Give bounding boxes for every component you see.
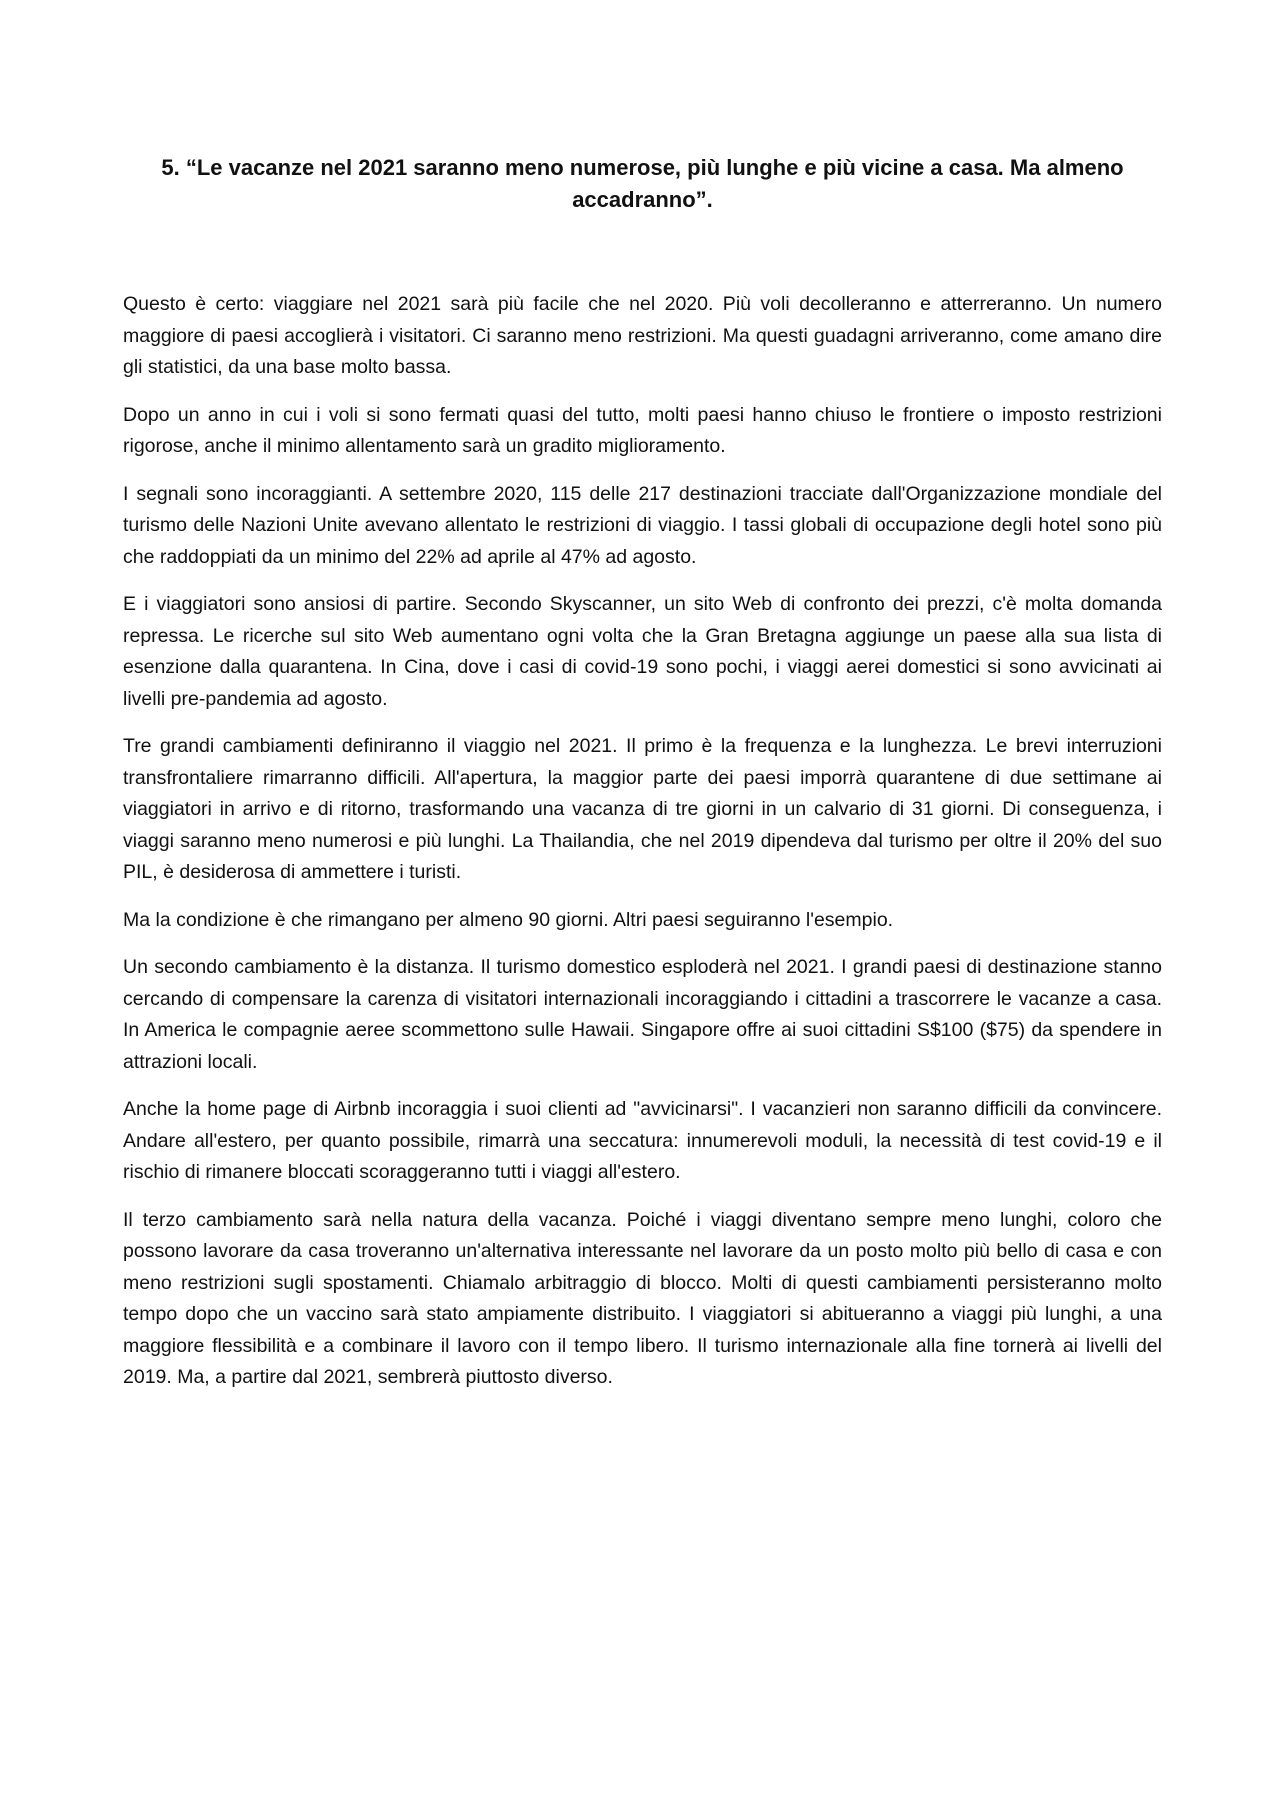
- paragraph-4: E i viaggiatori sono ansiosi di partire. Secondo Skyscanner, un sito Web di confronto dei prezzi, c'è molta domanda repressa. Le ricerche sul sito Web aumentano ogni volta che la Gran Bretagna aggiunge un paese alla sua lista di esenzione dalla quarantena. In Cina, dove i casi di covid-19 sono pochi, i viaggi aerei domestici si sono avvicinati ai livelli pre-pandemia ad agosto.: [123, 593, 1162, 710]
- document-title: 5. “Le vacanze nel 2021 saranno meno numerose, più lunghe e più vicine a casa. Ma almeno accadranno”.: [161, 155, 1124, 212]
- paragraph-7: Un secondo cambiamento è la distanza. Il turismo domestico esploderà nel 2021. I grandi paesi di destinazione stanno cercando di compensare la carenza di visitatori internazionali incoraggiando i cittadini a trascorrere le vacanze a casa. In America le compagnie aeree scommettono sulle Hawaii. Singapore offre ai suoi cittadini S$100 ($75) da spendere in attrazioni locali.: [123, 956, 1162, 1073]
- paragraph-9: Il terzo cambiamento sarà nella natura della vacanza. Poiché i viaggi diventano sempre meno lunghi, coloro che possono lavorare da casa troveranno un'alternativa interessante nel lavorare da un posto molto più bello di casa e con meno restrizioni sugli spostamenti. Chiamalo arbitraggio di blocco. Molti di questi cambiamenti persisteranno molto tempo dopo che un vaccino sarà stato ampiamente distribuito. I viaggiatori si abitueranno a viaggi più lunghi, a una maggiore flessibilità e a combinare il lavoro con il tempo libero. Il turismo internazionale alla fine tornerà ai livelli del 2019. Ma, a partire dal 2021, sembrerà piuttosto diverso.: [123, 1208, 1162, 1388]
- paragraph-2: Dopo un anno in cui i voli si sono fermati quasi del tutto, molti paesi hanno chiuso le frontiere o imposto restrizioni rigorose, anche il minimo allentamento sarà un gradito miglioramento.: [123, 403, 1162, 457]
- paragraph-8: Anche la home page di Airbnb incoraggia i suoi clienti ad "avvicinarsi". I vacanzieri non saranno difficili da convincere. Andare all'estero, per quanto possibile, rimarrà una seccatura: innumerevoli moduli, la necessità di test covid-19 e il rischio di rimanere bloccati scoraggeranno tutti i viaggi all'estero.: [123, 1098, 1162, 1183]
- paragraph-1: Questo è certo: viaggiare nel 2021 sarà più facile che nel 2020. Più voli decolleranno e atterreranno. Un numero maggiore di paesi accoglierà i visitatori. Ci saranno meno restrizioni. Ma questi guadagni arriveranno, come amano dire gli statistici, da una base molto bassa.: [123, 293, 1162, 378]
- paragraph-6: Ma la condizione è che rimangano per almeno 90 giorni. Altri paesi seguiranno l'esempio.: [123, 908, 894, 931]
- paragraph-5: Tre grandi cambiamenti definiranno il viaggio nel 2021. Il primo è la frequenza e la lunghezza. Le brevi interruzioni transfrontaliere rimarranno difficili. All'apertura, la maggior parte dei paesi imporrà quarantene di due settimane ai viaggiatori in arrivo e di ritorno, trasformando una vacanza di tre giorni in un calvario di 31 giorni. Di conseguenza, i viaggi saranno meno numerosi e più lunghi. La Thailandia, che nel 2019 dipendeva dal turismo per oltre il 20% del suo PIL, è desiderosa di ammettere i turisti.: [123, 735, 1162, 883]
- paragraph-3: I segnali sono incoraggianti. A settembre 2020, 115 delle 217 destinazioni tracciate dall'Organizzazione mondiale del turismo delle Nazioni Unite avevano allentato le restrizioni di viaggio. I tassi globali di occupazione degli hotel sono più che raddoppiati da un minimo del 22% ad aprile al 47% ad agosto.: [123, 482, 1162, 568]
